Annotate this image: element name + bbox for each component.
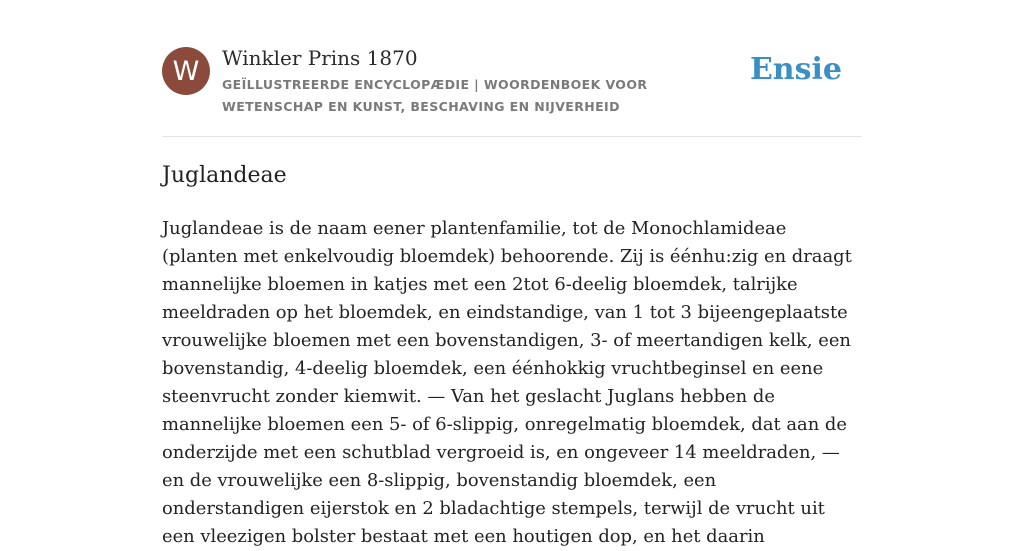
- source-avatar[interactable]: W: [162, 47, 210, 95]
- source-subtitle: GEÏLLUSTREERDE ENCYCLOPÆDIE | WOORDENBOEK VOOR WETENSCHAP EN KUNST, BESCHAVING EN NIJVERHEID: [222, 77, 648, 114]
- source-header: [162, 0, 862, 137]
- brand-logo-link[interactable]: Ensie: [749, 52, 842, 87]
- source-title-block: [222, 45, 752, 118]
- entry-body: Juglandeae is de naam eener plantenfamilie, tot de Monochlamideae (planten met enkelvoudig bloemdek) behoorende. Zij is éénhu:zig en draagt mannelijke bloemen in katjes met een 2tot 6-deelig bloemdek, talrijke meeldraden op het bloemdek, en eindstandige, van 1 tot 3 bijeengeplaatste vrouwelijke bloemen met een bovenstandigen, 3- of meertandigen kelk, een bovenstandig, 4-deelig bloemdek, een éénhokkig vruchtbeginsel en eene steenvrucht zonder kiemwit. — Van het geslacht Juglans hebben de mannelijke bloemen een 5- of 6-slippig, onregelmatig bloemdek, dat aan de onderzijde met een schutblad vergroeid is, en ongeveer 14 meeldraden, — en de vrouwelijke een 8-slippig, bovenstandig bloemdek, een onderstandigen eijerstok en 2 bladachtige stempels, terwijl de vrucht uit een vleezigen bolster bestaat met een houtigen dop, en het daarin: [162, 218, 852, 547]
- entry-card: [162, 0, 862, 551]
- entry-title: Juglandeae: [162, 163, 287, 188]
- source-title[interactable]: Winkler Prins 1870: [222, 46, 418, 70]
